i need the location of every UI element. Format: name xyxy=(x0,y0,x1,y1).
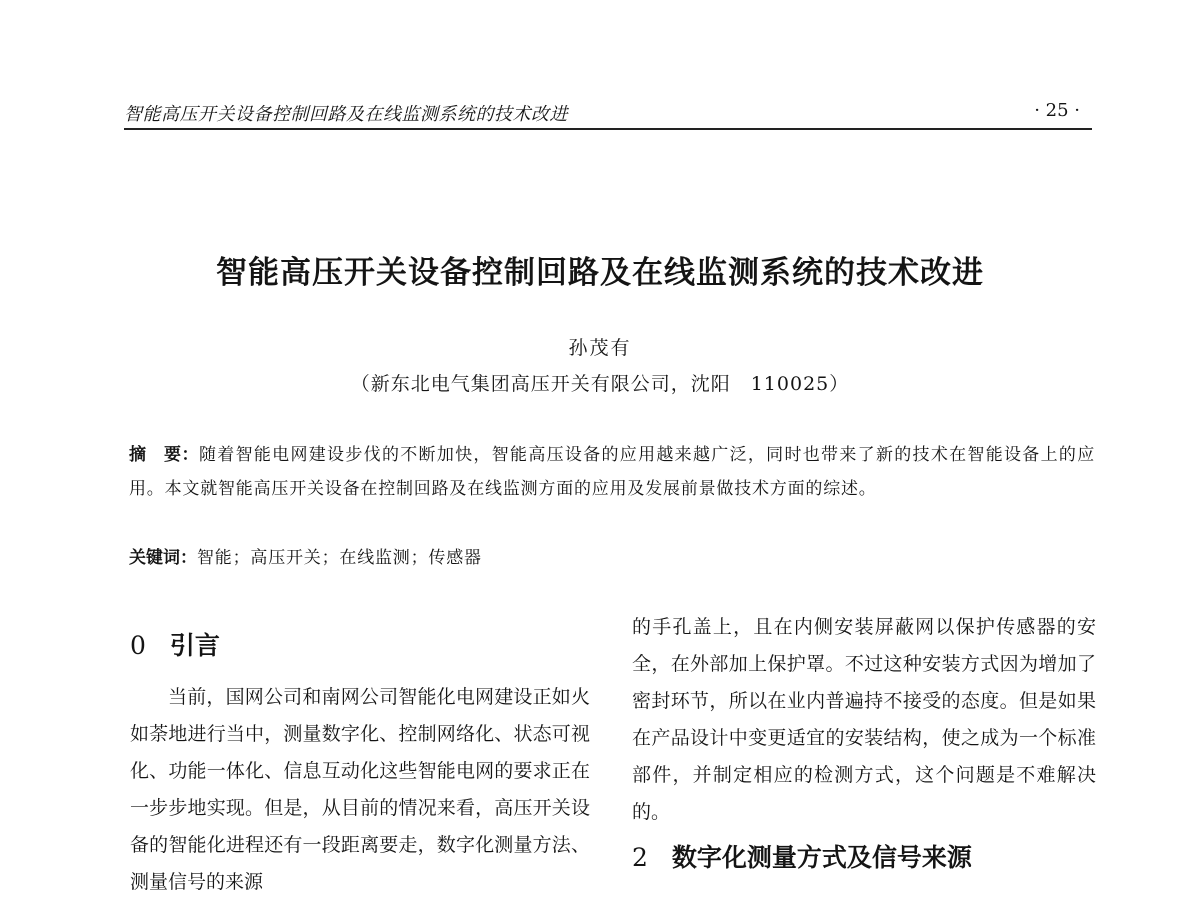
running-header xyxy=(124,100,1092,130)
abstract-text: 随着智能电网建设步伐的不断加快，智能高压设备的应用越来越广泛，同时也带来了新的技术在智能设备上的应用。本文就智能高压开关设备在控制回路及在线监测方面的应用及发展前景做技术方面的综述。 xyxy=(129,445,1095,499)
section-heading-introduction xyxy=(130,626,220,662)
author-name: 孙茂有 xyxy=(568,337,632,359)
body-paragraph: 当前，国网公司和南网公司智能化电网建设正如火如荼地进行当中，测量数字化、控制网络化、状态可视化、功能一体化、信息互动化这些智能电网的要求正在一步步地实现。但是，从目前的情况来看，高压开关设备的智能化进程还有一段距离要走，数字化测量方法、测量信号的来源 xyxy=(130,686,590,893)
section-number: 0 xyxy=(130,631,146,660)
body-paragraph: 的手孔盖上，且在内侧安装屏蔽网以保护传感器的安全，在外部加上保护罩。不过这种安装方式因为增加了密封环节，所以在业内普遍持不接受的态度。但是如果在产品设计中变更适宜的安装结构，使之成为一个标准部件，并制定相应的检测方式，这个问题是不难解决的。 xyxy=(632,616,1096,823)
section-title: 数字化测量方式及信号来源 xyxy=(671,843,972,872)
page-number: · 25 · xyxy=(1034,100,1080,121)
left-column xyxy=(130,679,590,901)
section-heading-measurement xyxy=(632,838,972,874)
section-number: 2 xyxy=(632,843,648,872)
keywords-label: 关键词： xyxy=(129,548,197,568)
abstract-label: 摘 要： xyxy=(129,445,199,465)
keywords-text: 智能；高压开关；在线监测；传感器 xyxy=(197,548,482,568)
author-affiliation: （新东北电气集团高压开关有限公司，沈阳 110025） xyxy=(350,373,850,395)
section-title: 引言 xyxy=(169,631,220,660)
abstract xyxy=(129,438,1095,506)
keywords xyxy=(129,541,1095,575)
right-column xyxy=(632,609,1096,831)
paper-title: 智能高压开关设备控制回路及在线监测系统的技术改进 xyxy=(216,255,984,291)
running-title: 智能高压开关设备控制回路及在线监测系统的技术改进 xyxy=(124,104,568,125)
